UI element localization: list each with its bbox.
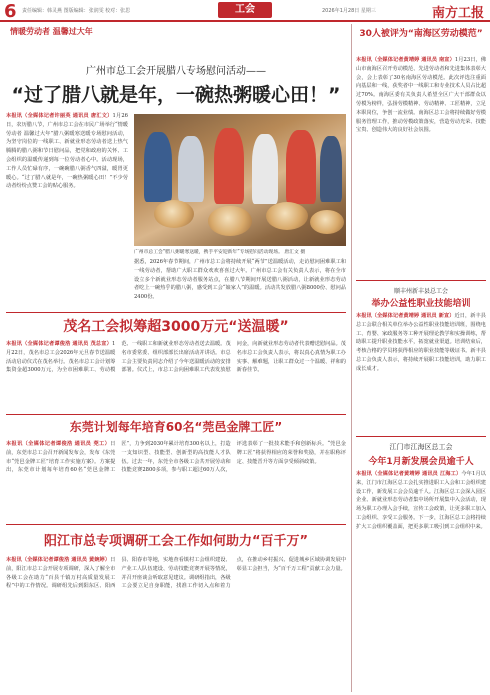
article-body-left	[6, 112, 128, 312]
article-body-maoming: 本报讯（全媒体记者谭俊浩 通讯员 茂总宣）1月22日，茂名市总工会2026年元旦春节送温暖活动启动仪式在茂名举行。茂名市总工会计划筹集资金超3000万元，为全市困难职工、劳动模范、一线职工和新就业形态劳动者送去温暖。茂名市委常委、组织部部长出席活动并讲话。市总工会主要负责同志介绍了今年送温暖活动的安排部署。仪式上，市总工会向困难职工代表发放慰问金，向新就业形态劳动者代表赠送慰问品。茂名市总工会负责人表示，将以真心真情为职工办实事、解难题，让职工群众过一个温暖、祥和的新春佳节。	[6, 341, 346, 374]
section-rule	[6, 524, 346, 525]
sidebar-headline-jianghai: 今年1月新发展会员逾千人	[368, 457, 474, 467]
article-headline-maoming: 茂名工会拟筹超3000万元“送温暖”	[63, 319, 289, 335]
page-number: 6	[4, 1, 17, 22]
sidebar-headline-nanhai: 30人被评为“南海区劳动模范”	[359, 29, 483, 39]
article-lead: 本报讯（全媒体记者谭俊浩 通讯员 莞工）	[6, 441, 111, 447]
section-rule	[356, 436, 486, 437]
sidebar-body-xinfeng: 本报讯（全媒体记者黄靖婷 通讯员 新宣）近日，新丰县总工会联合相关单位举办公益性职业技能培训班，围绕电工、育婴、家政服务等工种开展理论教学和实操训练，帮助职工提升职业技能水平，拓宽就业渠道。培训结束后，考核合格的学员将获得相应的职业技能等级证书。新丰县总工会负责人表示，将持续开展职工技能培训，助力职工成长成才。	[356, 313, 486, 372]
article-lead: 本报讯（全媒体记者谭俊浩 通讯员 茂总宣）	[6, 341, 113, 347]
section-rule	[356, 280, 486, 281]
article-body-yangjiang: 本报讯（全媒体记者谭俊浩 通讯员 黄婉婷）日前，阳江市总工会开展专项调研，深入了解全市各级工会在助力“百县千镇万村高质量发展工程”中的工作情况。调研组先后到阳东区、阳西县、阳春市等地，实地查看镇村工会组织建设、产业工人队伍建设、劳动技能竞赛开展等情况，并召开座谈会听取意见建议。调研组指出，各级工会要立足自身职能，找准工作切入点和着力点，在推动乡村振兴、促进城乡区域协调发展中彰显工会担当，为“百千万工程”贡献工会力量。	[6, 557, 346, 590]
feature-tag: 情暖劳动者 温馨过大年	[10, 27, 93, 36]
column-divider	[351, 24, 352, 692]
newspaper-brand: 南方工报	[431, 6, 484, 21]
photo-caption: 广州市总工会“腊八粥暖寒送暖，携手平安迎新年”专场慰问活动现场。 唐汇文 摄	[134, 250, 306, 255]
event-photo	[134, 114, 346, 246]
article-headline: “过了腊八就是年，一碗热粥暖心田！”	[11, 84, 341, 106]
article-labaxi	[6, 26, 346, 310]
sidebar-headline-xinfeng: 举办公益性职业技能培训	[371, 299, 471, 309]
section-label: 工会	[218, 2, 272, 18]
article-body-bottom: 据悉，2026年春节期间，广州市总工会将持续开展“两节”送温暖活动，走访慰问困难职工和一线劳动者，帮助广大职工群众欢欢喜喜过大年。广州市总工会有关负责人表示，将在全市设立多个新就业形态劳动者服务站点，在腊八节期间开展送腊八粥活动，让新就业形态劳动者吃上一碗热乎的腊八粥，感受到工会“娘家人”的温暖。活动共发放腊八粥8000份、慰问品2400份。	[134, 259, 346, 301]
article-lead: 本报讯（全媒体记者谭俊浩 通讯员 黄婉婷）	[6, 557, 111, 563]
sidebar-kicker-jianghai: 江门市江海区总工会	[389, 443, 453, 451]
article-headline-dongguan: 东莞计划每年培育60名“莞邑金牌工匠”	[69, 420, 283, 434]
article-headline-yangjiang: 阳江市总专项调研工会工作如何助力“百千万”	[43, 534, 309, 549]
sidebar-body-jianghai: 本报讯（全媒体记者黄靖婷 通讯员 江海工）今年1月以来，江门市江海区总工会扎实推进职工入会和工会组织建设工作，新发展工会会员逾千人。江海区总工会深入园区企业、新就业形态劳动者集中场所开展集中入会活动，现场为职工办理入会手续，宣传工会政策，让更多职工加入工会组织、享受工会服务。下一步，江海区总工会将持续扩大工会组织覆盖面，把更多职工吸引到工会组织中来。	[356, 471, 486, 530]
article-body-dongguan: 本报讯（全媒体记者谭俊浩 通讯员 莞工）日前，东莞市总工会召开新闻发布会，发布《东莞市“莞邑金牌工匠”培育工作实施方案》。方案提出，东莞市计划每年培育60名“莞邑金牌工匠”，力争到2030年累计培育300名以上，打造一支知识型、技能型、创新型的高技能人才队伍。过去一年，东莞全市各级工会共开展劳动和技能竞赛2800多项，参与职工超过60万人次，评选表彰了一批技术能手和创新标兵。“莞邑金牌工匠”将获得相应的荣誉和奖励，并在职称评定、技能晋升等方面享受倾斜政策。	[6, 441, 346, 474]
editor-credits: 责任编辑：韩灵燕 图版编辑：张润雯 校对：张思	[22, 8, 131, 14]
article-body-text: 1月26日，农历腊八节，广州市总工会在市民广场举行“情暖劳动者 温馨过大年”腊八粥暖寒送暖专场慰问活动，为坚守岗位的一线职工、新就业形态劳动者送上热气腾腾的腊八粥和节日慰问品，把党和政府的关怀、工会组织的温暖传递到每一位劳动者心中。活动现场，工作人员忙碌有序，一碗碗腊八粥香气四溢，暖胃更暖心。“过了腊八就是年，一碗热粥暖心田！”不少劳动者纷纷点赞工会的贴心服务。	[6, 113, 128, 190]
section-rule	[6, 312, 346, 313]
masthead	[0, 0, 490, 22]
section-rule	[6, 414, 346, 415]
article-kicker: 广州市总工会开展腊八专场慰问活动——	[86, 66, 266, 77]
article-lead: 本报讯（全媒体记者许丽英 通讯员 唐汇文）	[6, 113, 113, 119]
issue-date: 2026年1月28日 星期三	[322, 8, 376, 14]
sidebar-kicker-xinfeng: 顺丰州新丰县总工会	[393, 288, 448, 295]
sidebar-body-nanhai: 本报讯（全媒体记者黄靖婷 通讯员 南宣）1月23日，佛山市南海区召开劳动模范、先进劳动者和先进集体表彰大会，会上表彰了30名南海区劳动模范。此次评选注重面向基层和一线，获奖者中一线职工和专业技术人员占比超过70%。南海区委有关负责人希望全区广大干部群众以劳模为榜样，弘扬劳模精神、劳动精神、工匠精神，立足本职岗位，争创一流业绩。南海区总工会将持续做好劳模服务管理工作，推动劳模政策落实，营造劳动光荣、技能宝贵、创造伟大的良好社会氛围。	[356, 57, 486, 134]
